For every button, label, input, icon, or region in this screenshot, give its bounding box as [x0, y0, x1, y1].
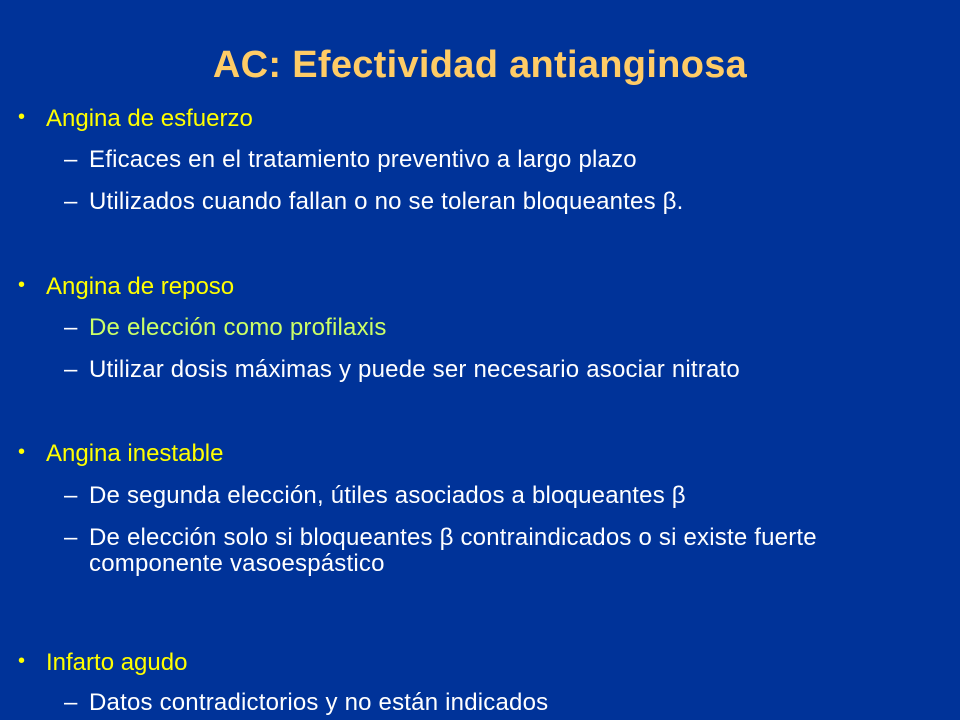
- bullet-label: Angina de reposo: [46, 273, 235, 300]
- bullet-label: Angina de esfuerzo: [46, 105, 253, 132]
- bullet-item-angina-reposo: [0, 270, 960, 304]
- sub-item-text: De elección solo si bloqueantes β contraindicados o si existe fuerte componente vasoespástico: [89, 524, 817, 577]
- dash-icon: –: [64, 524, 78, 551]
- dash-icon: –: [64, 188, 78, 215]
- bullet-icon: •: [18, 650, 26, 672]
- bullet-icon: •: [18, 274, 26, 296]
- dash-icon: –: [64, 356, 78, 383]
- bullet-item-angina-inestable: [0, 437, 960, 471]
- sub-item-text: Utilizados cuando fallan o no se toleran bloqueantes β.: [89, 188, 684, 215]
- slide-title: AC: Efectividad antianginosa: [212, 44, 748, 86]
- dash-icon: –: [64, 314, 78, 341]
- bullet-icon: •: [18, 106, 26, 128]
- sub-item-text: Utilizar dosis máximas y puede ser necesario asociar nitrato: [89, 356, 740, 383]
- bullet-icon: •: [18, 441, 26, 463]
- bullet-item-angina-esfuerzo: [0, 102, 960, 136]
- bullet-label: Angina inestable: [46, 440, 224, 467]
- sub-item-text: Datos contradictorios y no están indicados: [89, 689, 549, 716]
- dash-icon: –: [64, 146, 78, 173]
- dash-icon: –: [64, 689, 78, 716]
- sub-item-text: Eficaces en el tratamiento preventivo a largo plazo: [89, 146, 637, 173]
- bullet-item-infarto-agudo: [0, 646, 960, 680]
- bullet-label: Infarto agudo: [46, 649, 188, 676]
- sub-item-text-highlight: De elección como profilaxis: [89, 314, 387, 341]
- sub-item-text: De segunda elección, útiles asociados a bloqueantes β: [89, 482, 686, 509]
- dash-icon: –: [64, 482, 78, 509]
